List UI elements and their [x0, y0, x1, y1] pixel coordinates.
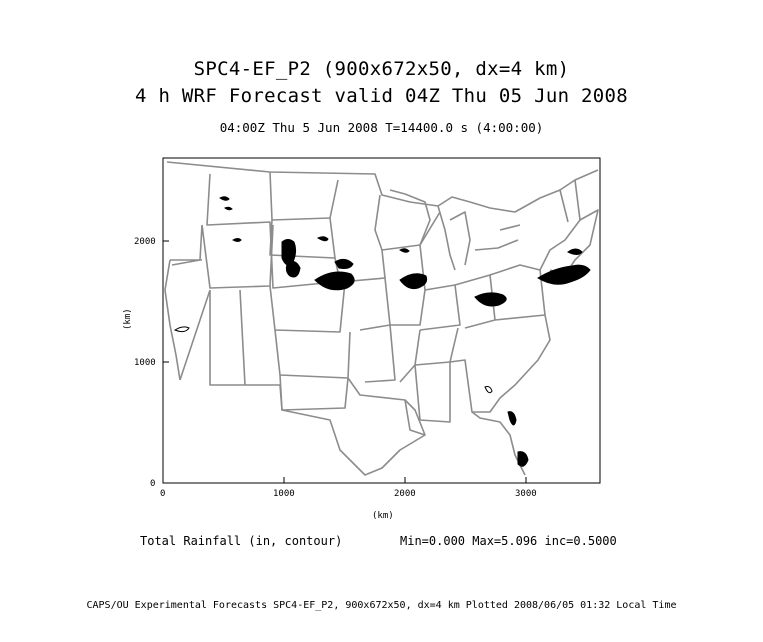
canada-border: [167, 162, 598, 212]
southeast: [400, 315, 550, 435]
y-tick-0: 0: [150, 479, 156, 489]
dakotas: [270, 172, 340, 282]
rainfall-map: [120, 150, 620, 530]
field-label: Total Rainfall (in, contour): [140, 534, 343, 548]
x-tick-0: 0: [160, 489, 166, 499]
y-axis-label: (km): [123, 308, 133, 330]
x-tick-3000: 3000: [515, 489, 537, 499]
x-tick-1000: 1000: [273, 489, 295, 499]
rainfall-contours: [175, 197, 590, 467]
contour-west: [175, 327, 189, 332]
great-plains: [270, 282, 350, 410]
contour-nebraska: [315, 259, 354, 289]
plot-title-line2: 4 h WRF Forecast valid 04Z Thu 05 Jun 2008: [134, 85, 629, 107]
midwest-2: [382, 212, 460, 330]
florida: [472, 412, 525, 475]
contour-ohio-valley: [475, 293, 506, 306]
southwest: [180, 290, 245, 385]
x-tick-2000: 2000: [394, 489, 416, 499]
nw-states: [170, 225, 273, 288]
x-axis-label: (km): [372, 511, 394, 521]
valid-time-subtitle: 04:00Z Thu 5 Jun 2008 T=14400.0 s (4:00:00): [219, 120, 544, 135]
plot-title-line1: SPC4-EF_P2 (900x672x50, dx=4 km): [193, 58, 570, 80]
texas: [245, 378, 425, 475]
contour-southeast: [485, 387, 492, 393]
footer-credit: CAPS/OU Experimental Forecasts SPC4-EF_P2, 900x672x50, dx=4 km Plotted 2008/06/05 01:32 Local Time: [86, 600, 677, 611]
min-max-inc: Min=0.000 Max=5.096 inc=0.5000: [400, 534, 617, 548]
ohio-valley: [415, 265, 545, 365]
contour-northern-plains: [282, 240, 300, 278]
y-tick-1000: 1000: [134, 358, 156, 368]
contour-northeast: [538, 249, 590, 284]
y-tick-2000: 2000: [134, 237, 156, 247]
